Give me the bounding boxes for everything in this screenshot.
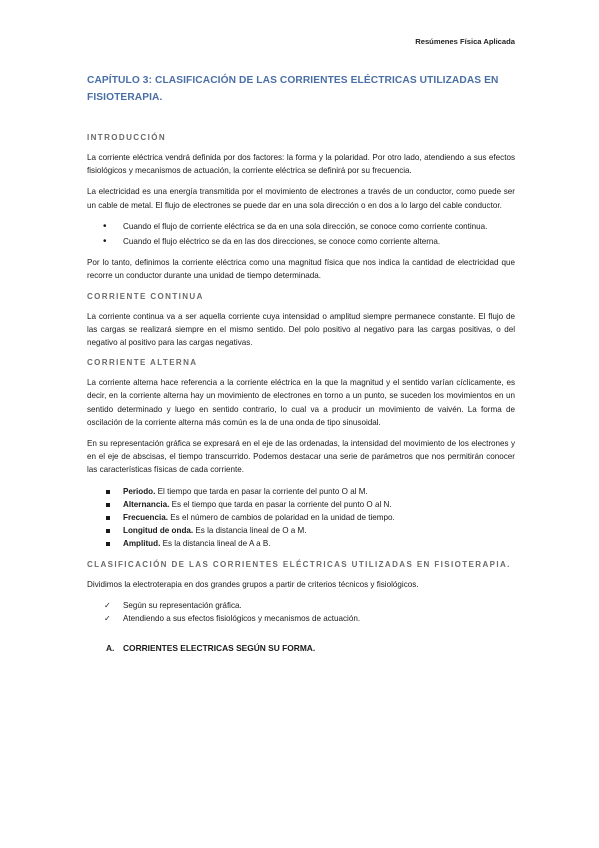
- list-item: • Cuando el flujo de corriente eléctrica se da en una sola dirección, se conoce como corriente continua.: [87, 220, 515, 233]
- term: Periodo.: [123, 486, 156, 496]
- check-list: [87, 599, 515, 625]
- definition: Es la distancia lineal de O a M.: [193, 526, 307, 536]
- term: Alternancia.: [123, 499, 170, 509]
- paragraph: La corriente eléctrica vendrá definida por dos factores: la forma y la polaridad. Por otro lado, atendiendo a sus efectos fisiológicos y mecanismos de actuación, la corriente eléctrica se definirá por su frecuencia.: [87, 153, 515, 176]
- section-title-clasificacion: CLASIFICACIÓN DE LAS CORRIENTES ELÉCTRICAS UTILIZADAS EN FISIOTERAPIA.: [87, 559, 511, 569]
- term: Amplitud.: [123, 539, 161, 549]
- definition: Es el número de cambios de polaridad en la unidad de tiempo.: [168, 513, 395, 523]
- chapter-title: CAPÍTULO 3: CLASIFICACIÓN DE LAS CORRIENTES ELÉCTRICAS UTILIZADAS EN FISIOTERAPIA.: [87, 75, 499, 103]
- definition: Es la distancia lineal de A a B.: [160, 539, 271, 549]
- list-item: [87, 485, 515, 498]
- list-item: [87, 511, 515, 524]
- paragraph: Dividimos la electroterapia en dos grandes grupos a partir de criterios técnicos y fisiológicos.: [87, 579, 419, 589]
- page-content: [87, 72, 515, 653]
- running-header: Resúmenes Física Aplicada: [415, 37, 515, 46]
- list-item: • Cuando el flujo eléctrico se da en las dos direcciones, se conoce como corriente alterna.: [87, 235, 515, 248]
- paragraph: En su representación gráfica se expresará en el eje de las ordenadas, la intensidad del movimiento de los electrones y en el eje de abscisas, el tiempo transcurrido. Podemos destacar una serie de parámetros que nos permitirán conocer las características físicas de cada corriente.: [87, 439, 515, 475]
- term: Frecuencia.: [123, 513, 168, 523]
- section-title-alterna: CORRIENTE ALTERNA: [87, 358, 198, 368]
- list-item: [87, 524, 515, 537]
- parameter-list: [87, 485, 515, 551]
- list-item: [87, 537, 515, 550]
- paragraph: Por lo tanto, definimos la corriente eléctrica como una magnitud física que nos indica la cantidad de electricidad que recorre un conductor durante una unidad de tiempo determinada.: [87, 258, 515, 281]
- list-item: [87, 498, 515, 511]
- term: Longitud de onda.: [123, 526, 194, 536]
- subsection-letter: A.: [106, 643, 115, 654]
- definition: Es el tiempo que tarda en pasar la corriente del punto O al N.: [169, 499, 392, 509]
- section-title-continua: CORRIENTE CONTINUA: [87, 291, 204, 301]
- list-item: ✓ Atendiendo a sus efectos fisiológicos y mecanismos de actuación.: [87, 612, 515, 625]
- paragraph: La corriente alterna hace referencia a la corriente eléctrica en la que la magnitud y el sentido varían cíclicamente, es decir, en la corriente alterna hay un movimiento de electrones en torno a un punto, se suceden los movimientos en un sentido determinado y luego en sentido contrario, lo cual va a producir un movimiento de vaivén. La forma de oscilación de la corriente alterna más común es la de una onda de tipo sinusoidal.: [87, 378, 515, 427]
- definition: El tiempo que tarda en pasar la corriente del punto O al M.: [155, 486, 368, 496]
- section-title-introduccion: INTRODUCCIÓN: [87, 133, 167, 142]
- paragraph: La electricidad es una energía transmitida por el movimiento de electrones a través de un conductor, como puede ser un cable de metal. El flujo de electrones se puede dar en una sola dirección o en dos a lo largo del cable conductor.: [87, 187, 515, 210]
- subsection-heading: [106, 643, 515, 653]
- subsection-title: CORRIENTES ELECTRICAS SEGÚN SU FORMA.: [123, 643, 316, 654]
- bullet-list: [87, 220, 515, 248]
- list-item: ✓ Según su representación gráfica.: [87, 599, 515, 612]
- paragraph: La corriente continua va a ser aquella corriente cuya intensidad o amplitud siempre permanece constante. El flujo de las cargas se realizará siempre en el mismo sentido. Del polo positivo al negativo para las cargas positivas, o del negativo al positivo para las cargas negativas.: [87, 311, 515, 348]
